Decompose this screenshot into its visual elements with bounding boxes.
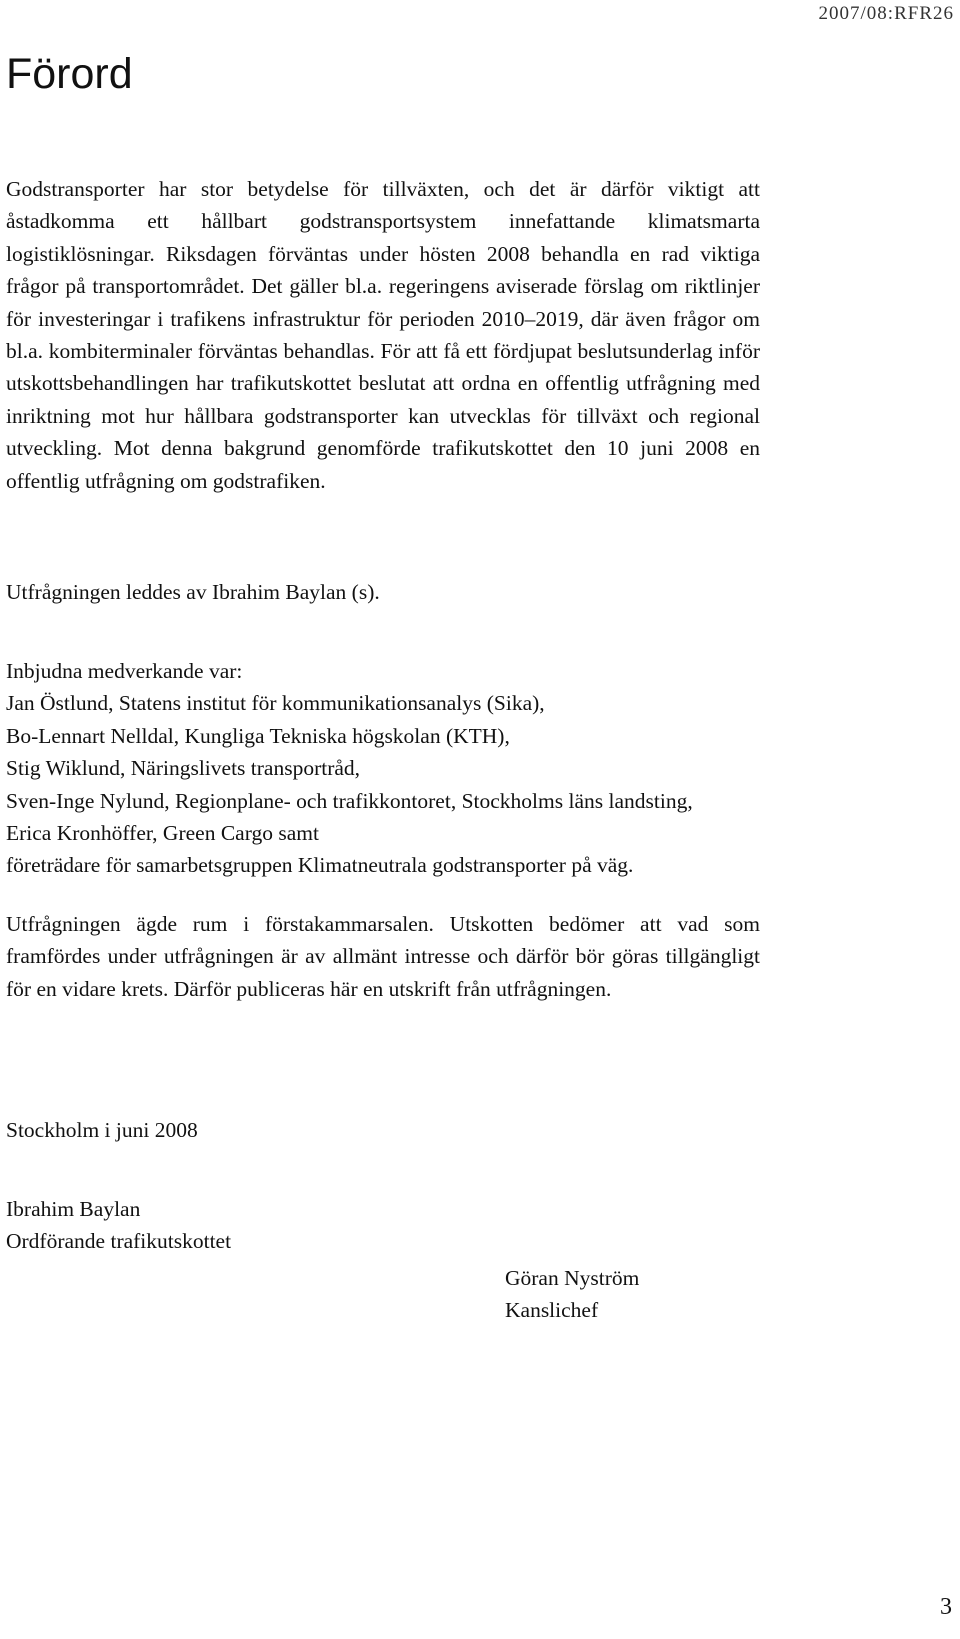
signature-secretariat (505, 1262, 639, 1327)
signer-title: Ordförande trafikutskottet (6, 1229, 232, 1254)
document-id: 2007/08:RFR26 (818, 3, 954, 24)
participants-heading: Inbjudna medverkande var: (6, 659, 243, 683)
participant-item: Erica Kronhöffer, Green Cargo samt (6, 821, 319, 846)
page-title: Förord (6, 50, 133, 98)
participant-item: Bo-Lennart Nelldal, Kungliga Tekniska högskolan (KTH), (6, 723, 510, 748)
participant-item: Sven-Inge Nylund, Regionplane- och trafikkontoret, Stockholms läns landsting, (6, 788, 693, 813)
venue-paragraph: Utfrågningen ägde rum i förstakammarsalen. Utskotten bedömer att vad som framfördes under utfrågningen är av allmänt intresse och därför bör göras tillgängligt för en vidare krets. Därför publiceras här en utskrift från utfrågningen. (6, 912, 760, 1001)
participant-item: Stig Wiklund, Näringslivets transportråd, (6, 756, 361, 781)
participant-item: företrädare för samarbetsgruppen Klimatneutrala godstransporter på väg. (6, 853, 634, 878)
place-date: Stockholm i juni 2008 (6, 1118, 198, 1142)
participants-list (6, 655, 693, 882)
signature-chair (6, 1193, 231, 1258)
signer-name: Göran Nyström (505, 1266, 640, 1290)
signer-name: Ibrahim Baylan (6, 1197, 141, 1221)
intro-paragraph: Godstransporter har stor betydelse för tillväxten, och det är därför viktigt att åstadkomma ett hållbart godstransportsystem innefattande klimatsmarta logistiklösningar. Riksdagen förväntas under hösten 2008 behandla en rad viktiga frågor på transportområdet. Det gäller bl.a. regeringens aviserade förslag om riktlinjer för investeringar i trafikens infrastruktur för perioden 2010–2019, där även frågor om bl.a. kombiterminaler förväntas behandlas. För att få ett fördjupat beslutsunderlag inför utskottsbehandlingen har trafikutskottet beslutat att ordna en offentlig utfrågning med inriktning mot hur hållbara godstransporter kan utvecklas för tillväxt och regional utveckling. Mot denna bakgrund genomförde trafikutskottet den 10 juni 2008 en offentlig utfrågning om godstrafiken. (6, 177, 760, 493)
participant-item: Jan Östlund, Statens institut för kommunikationsanalys (Sika), (6, 691, 545, 716)
page-number: 3 (940, 1594, 952, 1620)
signer-title: Kanslichef (505, 1298, 599, 1323)
lead-statement: Utfrågningen leddes av Ibrahim Baylan (s). (6, 580, 380, 604)
